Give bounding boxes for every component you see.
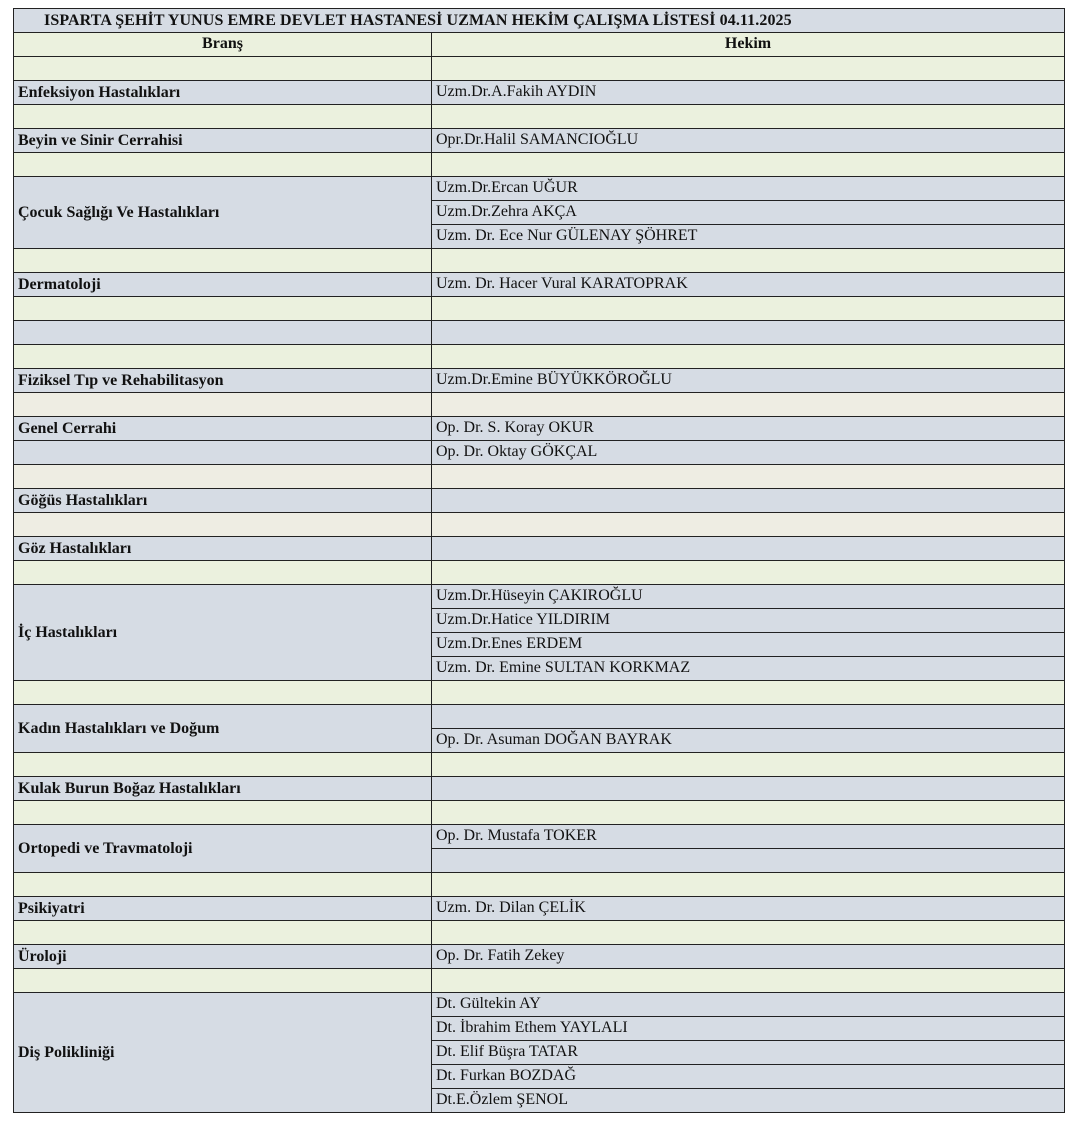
spacer-row [13,56,432,81]
spacer-row [13,872,432,897]
doctor-cell: Op. Dr. Oktay GÖKÇAL [431,440,1065,465]
doctor-cell: Uzm.Dr.Emine BÜYÜKKÖROĞLU [431,368,1065,393]
doctor-cell: Uzm. Dr. Emine SULTAN KORKMAZ [431,656,1065,681]
spacer-row [13,512,432,537]
branch-cell: Göz Hastalıkları [13,536,432,561]
branch-cell: Üroloji [13,944,432,969]
branch-cell: İç Hastalıkları [13,584,432,681]
branch-cell: Çocuk Sağlığı Ve Hastalıkları [13,176,432,249]
doctor-cell: Dt.E.Özlem ŞENOL [431,1088,1065,1113]
spacer-row [431,752,1065,777]
doctor-cell: Uzm. Dr. Dilan ÇELİK [431,896,1065,921]
doctor-cell: Uzm.Dr.Zehra AKÇA [431,200,1065,225]
branch-cell: Dermatoloji [13,272,432,297]
doctor-cell: Uzm.Dr.Enes ERDEM [431,632,1065,657]
branch-cell: Ortopedi ve Travmatoloji [13,824,432,873]
doctor-cell: Uzm.Dr.Hüseyin ÇAKIROĞLU [431,584,1065,609]
spacer-row [431,464,1065,489]
doctor-cell [431,776,1065,801]
branch-cell: Fiziksel Tıp ve Rehabilitasyon [13,368,432,393]
spacer-row [431,920,1065,945]
spacer-row [431,248,1065,273]
doctor-cell: Op. Dr. Asuman DOĞAN BAYRAK [431,728,1065,753]
branch-cell: Diş Polikliniği [13,992,432,1113]
schedule-table [13,8,1064,1112]
spacer-row [431,104,1065,129]
doctor-cell: Dt. Elif Büşra TATAR [431,1040,1065,1065]
doctor-cell: Uzm. Dr. Hacer Vural KARATOPRAK [431,272,1065,297]
spacer-row [431,296,1065,321]
branch-cell: Genel Cerrahi [13,416,432,441]
spacer-row [13,968,432,993]
spacer-row [431,56,1065,81]
spacer-row [13,104,432,129]
spacer-row [431,680,1065,705]
doctor-cell: Uzm.Dr.Hatice YILDIRIM [431,608,1065,633]
branch-cell: Kulak Burun Boğaz Hastalıkları [13,776,432,801]
doctor-cell [431,488,1065,513]
spacer-row [13,248,432,273]
spacer-row [431,512,1065,537]
branch-cell: Beyin ve Sinir Cerrahisi [13,128,432,153]
doctor-cell: Op. Dr. S. Koray OKUR [431,416,1065,441]
doctor-cell [431,536,1065,561]
doctor-cell: Dt. Gültekin AY [431,992,1065,1017]
branch-cell: Kadın Hastalıkları ve Doğum [13,704,432,753]
doctor-cell: Op. Dr. Fatih Zekey [431,944,1065,969]
doctor-cell [431,848,1065,873]
spacer-row [13,344,432,369]
spacer-row [13,752,432,777]
column-header-hekim: Hekim [431,32,1065,57]
branch-cell: Psikiyatri [13,896,432,921]
branch-cell: Göğüs Hastalıkları [13,488,432,513]
table-title: ISPARTA ŞEHİT YUNUS EMRE DEVLET HASTANESİ UZMAN HEKİM ÇALIŞMA LİSTESİ 04.11.2025 [13,8,1065,33]
spacer-row [13,560,432,585]
spacer-row [431,152,1065,177]
doctor-cell: Uzm.Dr.A.Fakih AYDIN [431,80,1065,105]
doctor-cell: Uzm.Dr.Ercan UĞUR [431,176,1065,201]
spacer-row [13,296,432,321]
spacer-row [13,392,432,417]
column-header-brans: Branş [13,32,432,57]
spacer-row [431,872,1065,897]
spacer-row [431,392,1065,417]
doctor-cell [431,704,1065,729]
branch-cell-continued [13,440,432,465]
doctor-cell: Dt. İbrahim Ethem YAYLALI [431,1016,1065,1041]
spacer-row [13,152,432,177]
spacer-row [13,320,432,345]
spacer-row [431,320,1065,345]
spacer-row [431,344,1065,369]
spacer-row [13,800,432,825]
doctor-cell: Op. Dr. Mustafa TOKER [431,824,1065,849]
spacer-row [431,800,1065,825]
doctor-cell: Dt. Furkan BOZDAĞ [431,1064,1065,1089]
doctor-cell: Uzm. Dr. Ece Nur GÜLENAY ŞÖHRET [431,224,1065,249]
branch-cell: Enfeksiyon Hastalıkları [13,80,432,105]
spacer-row [13,464,432,489]
spacer-row [431,560,1065,585]
doctor-cell: Opr.Dr.Halil SAMANCIOĞLU [431,128,1065,153]
spacer-row [13,680,432,705]
spacer-row [13,920,432,945]
spacer-row [431,968,1065,993]
